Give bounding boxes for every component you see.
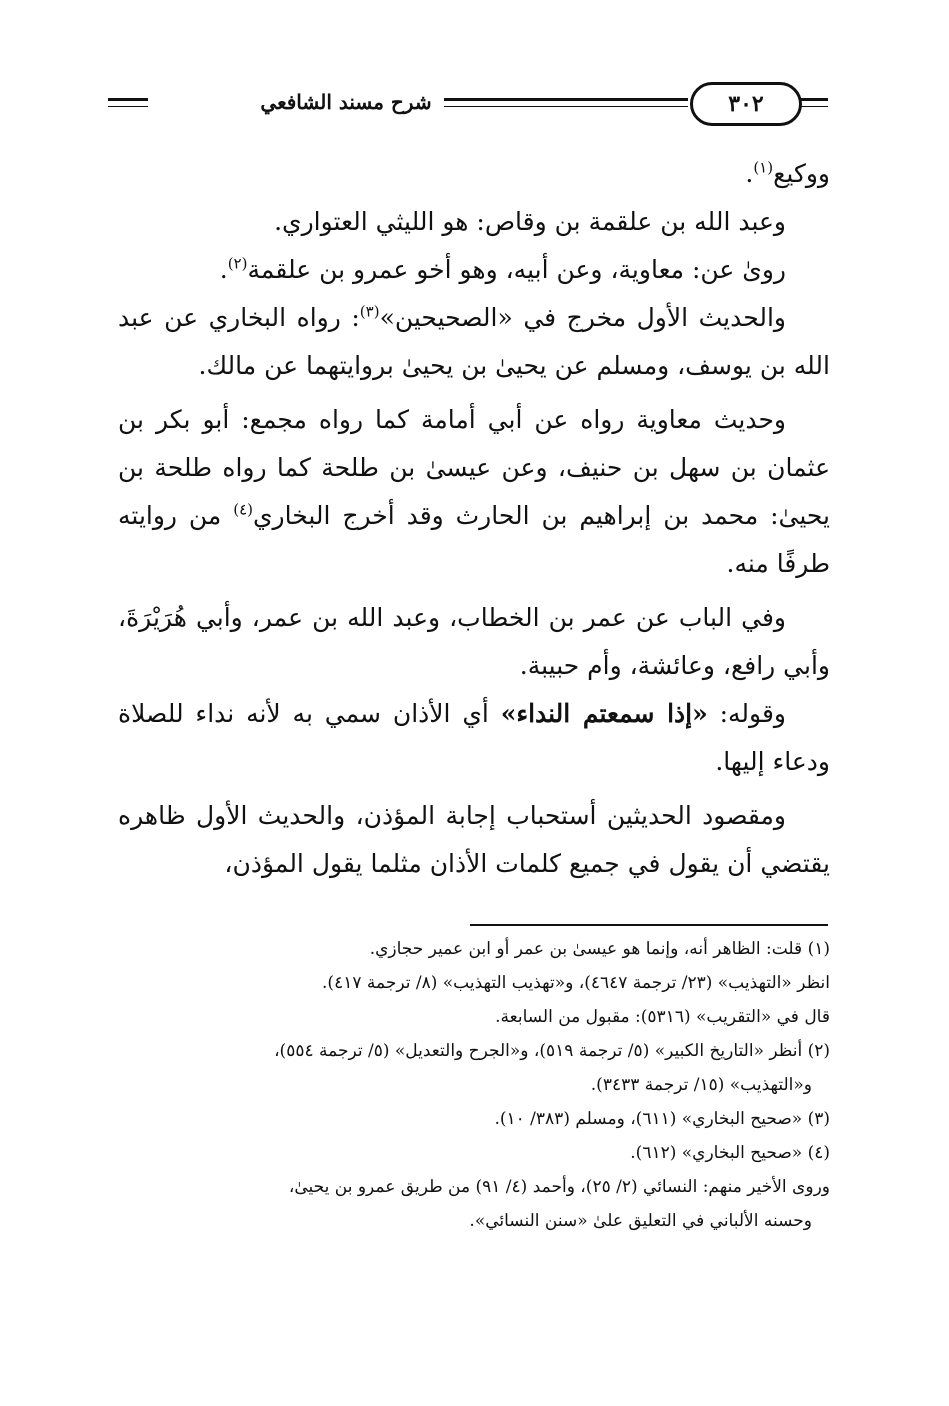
running-header — [108, 82, 828, 126]
main-text — [118, 150, 830, 888]
paragraph-4-rest: : رواه البخاري عن عبد الله بن يوسف، ومسلم عن يحيىٰ بن يحيىٰ بروايتهما عن مالك. — [118, 303, 830, 380]
page-number-badge: ٣٠٢ — [690, 82, 802, 126]
paragraph-8: ومقصود الحديثين أستحباب إجابة المؤذن، والحديث الأول ظاهره يقتضي أن يقول في جميع كلمات الأذان مثلما يقول المؤذن، — [118, 801, 830, 878]
footnote-4-line-1: (٤) «صحيح البخاري» (٦١٢). — [630, 1143, 830, 1163]
paragraph-7-start: وقوله: — [707, 699, 786, 728]
hadith-quote: «إذا سمعتم النداء» — [500, 699, 708, 728]
footnote-ref-3: (٣) — [359, 302, 380, 321]
footnote-4-line-2: وروى الأخير منهم: النسائي (٢/ ٢٥)، وأحمد (٤/ ٩١) من طريق عمرو بن يحيىٰ، — [288, 1177, 830, 1197]
header-rule-left-thin — [108, 106, 148, 107]
paragraph-3-end: . — [219, 255, 228, 284]
paragraph-5-start: وحديث معاوية رواه عن أبي أمامة كما رواه مجمع: أبو بكر بن عثمان بن سهل بن حنيف، وعن عيسىٰ بن طلحة كما رواه طلحة بن يحيىٰ: محمد بن إبراهيم بن الحارث وقد أخرج البخاري — [118, 405, 830, 530]
book-title: شرح مسند الشافعي — [260, 90, 432, 114]
paragraph-1 — [118, 150, 830, 198]
header-rule-middle-thin — [444, 106, 688, 107]
footnote-2-line-2: و«التهذيب» (١٥/ ترجمة ٣٤٣٣). — [590, 1075, 812, 1095]
header-rule-right-thin — [800, 106, 828, 107]
footnote-ref-1: (١) — [753, 158, 774, 177]
paragraph-3 — [118, 246, 830, 294]
paragraph-2: وعبد الله بن علقمة بن وقاص: هو الليثي العتواري. — [274, 207, 786, 236]
footnote-ref-2: (٢) — [227, 254, 248, 273]
paragraph-4 — [118, 294, 830, 390]
footnote-4-line-3: وحسنه الألباني في التعليق علىٰ «سنن النسائي». — [469, 1211, 812, 1231]
header-rule-middle — [444, 98, 688, 101]
header-rule-right — [800, 98, 828, 101]
paragraph-6: وفي الباب عن عمر بن الخطاب، وعبد الله بن عمر، وأبي هُرَيْرَةَ، وأبي رافع، وعائشة، وأم حبيبة. — [118, 603, 830, 680]
paragraph-1-end: . — [745, 159, 754, 188]
paragraph-5-rest: من روايته طرفًا منه. — [118, 501, 830, 578]
footnote-separator — [470, 924, 828, 926]
paragraph-7-rest: أي الأذان سمي به لأنه نداء للصلاة ودعاء إليها. — [118, 699, 830, 776]
footnote-1-line-2: انظر «التهذيب» (٢٣/ ترجمة ٤٦٤٧)، و«تهذيب التهذيب» (٨/ ترجمة ٤١٧). — [322, 973, 830, 993]
paragraph-4-start: والحديث الأول مخرج في «الصحيحين» — [379, 303, 787, 332]
footnote-ref-4: (٤) — [233, 500, 253, 519]
paragraph-1-text: ووكيع — [773, 159, 830, 188]
paragraph-3-text: روىٰ عن: معاوية، وعن أبيه، وهو أخو عمرو بن علقمة — [247, 255, 786, 284]
footnote-1-line-3: قال في «التقريب» (٥٣١٦): مقبول من السابعة. — [495, 1007, 830, 1027]
footnotes — [108, 932, 830, 1238]
paragraph-7 — [118, 690, 830, 786]
header-rule-left — [108, 98, 148, 101]
footnote-2-line-1: (٢) أنظر «التاريخ الكبير» (٥/ ترجمة ٥١٩)، و«الجرح والتعديل» (٥/ ترجمة ٥٥٤)، — [274, 1041, 830, 1061]
footnote-3: (٣) «صحيح البخاري» (٦١١)، ومسلم (٣٨٣/ ١٠). — [494, 1109, 830, 1129]
footnote-1-line-1: (١) قلت: الظاهر أنه، وإنما هو عيسىٰ بن عمر أو ابن عمير حجازي. — [369, 939, 830, 959]
paragraph-5 — [118, 396, 830, 588]
